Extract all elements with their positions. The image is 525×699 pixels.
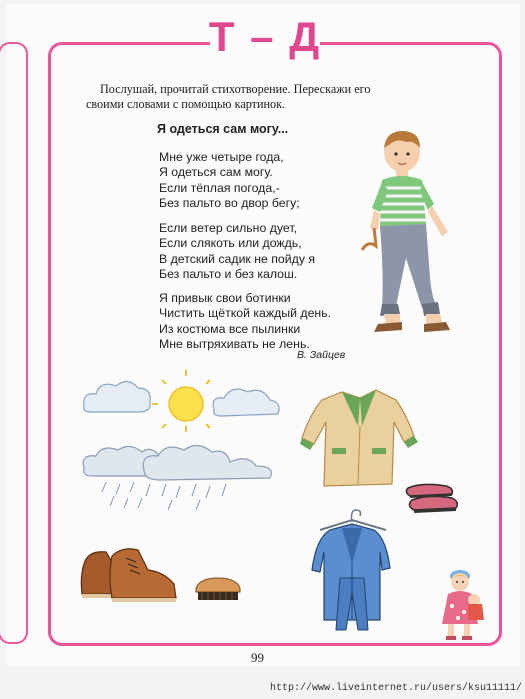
poem-line: Если ветер сильно дует, — [159, 221, 298, 235]
poem-line: Я одеться сам могу. — [159, 165, 273, 180]
rain-cloud-illustration — [80, 440, 276, 510]
footer-url[interactable]: http://www.liveinternet.ru/users/ksu11111/ — [270, 683, 523, 694]
poem-stanza-2 — [159, 221, 315, 282]
poem-line: Если тёплая погода,- — [159, 180, 280, 195]
poem-line: Мне вытряхивать не лень. — [159, 336, 310, 351]
poem-stanza-1 — [159, 150, 300, 211]
page-title: Т – Д — [208, 13, 322, 60]
sun-and-clouds-illustration — [82, 370, 282, 430]
page-number: 99 — [251, 650, 264, 665]
coat-illustration — [298, 386, 420, 490]
girl-with-doll-illustration — [438, 566, 490, 642]
boots-illustration — [78, 546, 182, 606]
poem-line: Из костюма все пылинки — [159, 321, 301, 336]
poem-line: Мне уже четыре года, — [159, 150, 284, 164]
poem-line: В детский садик не пойду я — [159, 251, 316, 266]
instruction-text: Послушай, прочитай стихотворение. Перескажи его своими словами с помощью картинок. — [86, 82, 371, 111]
poem-line: Без пальто во двор бегу; — [159, 195, 300, 210]
boy-illustration — [360, 128, 460, 336]
poem-author: В. Зайцев — [297, 349, 346, 361]
poem-line: Без пальто и без калош. — [159, 266, 298, 281]
poem-stanza-3 — [159, 291, 331, 352]
shoe-brush-illustration — [194, 576, 242, 604]
poem-line: Если слякоть или дождь, — [159, 236, 302, 251]
suit-on-hanger-illustration — [300, 508, 406, 632]
poem-line: Чистить щёткой каждый день. — [159, 306, 332, 321]
poem-title: Я одеться сам могу... — [157, 122, 289, 136]
left-page-frame — [0, 42, 28, 644]
poem-line: Я привык свои ботинки — [159, 291, 291, 305]
galoshes-illustration — [402, 480, 462, 516]
